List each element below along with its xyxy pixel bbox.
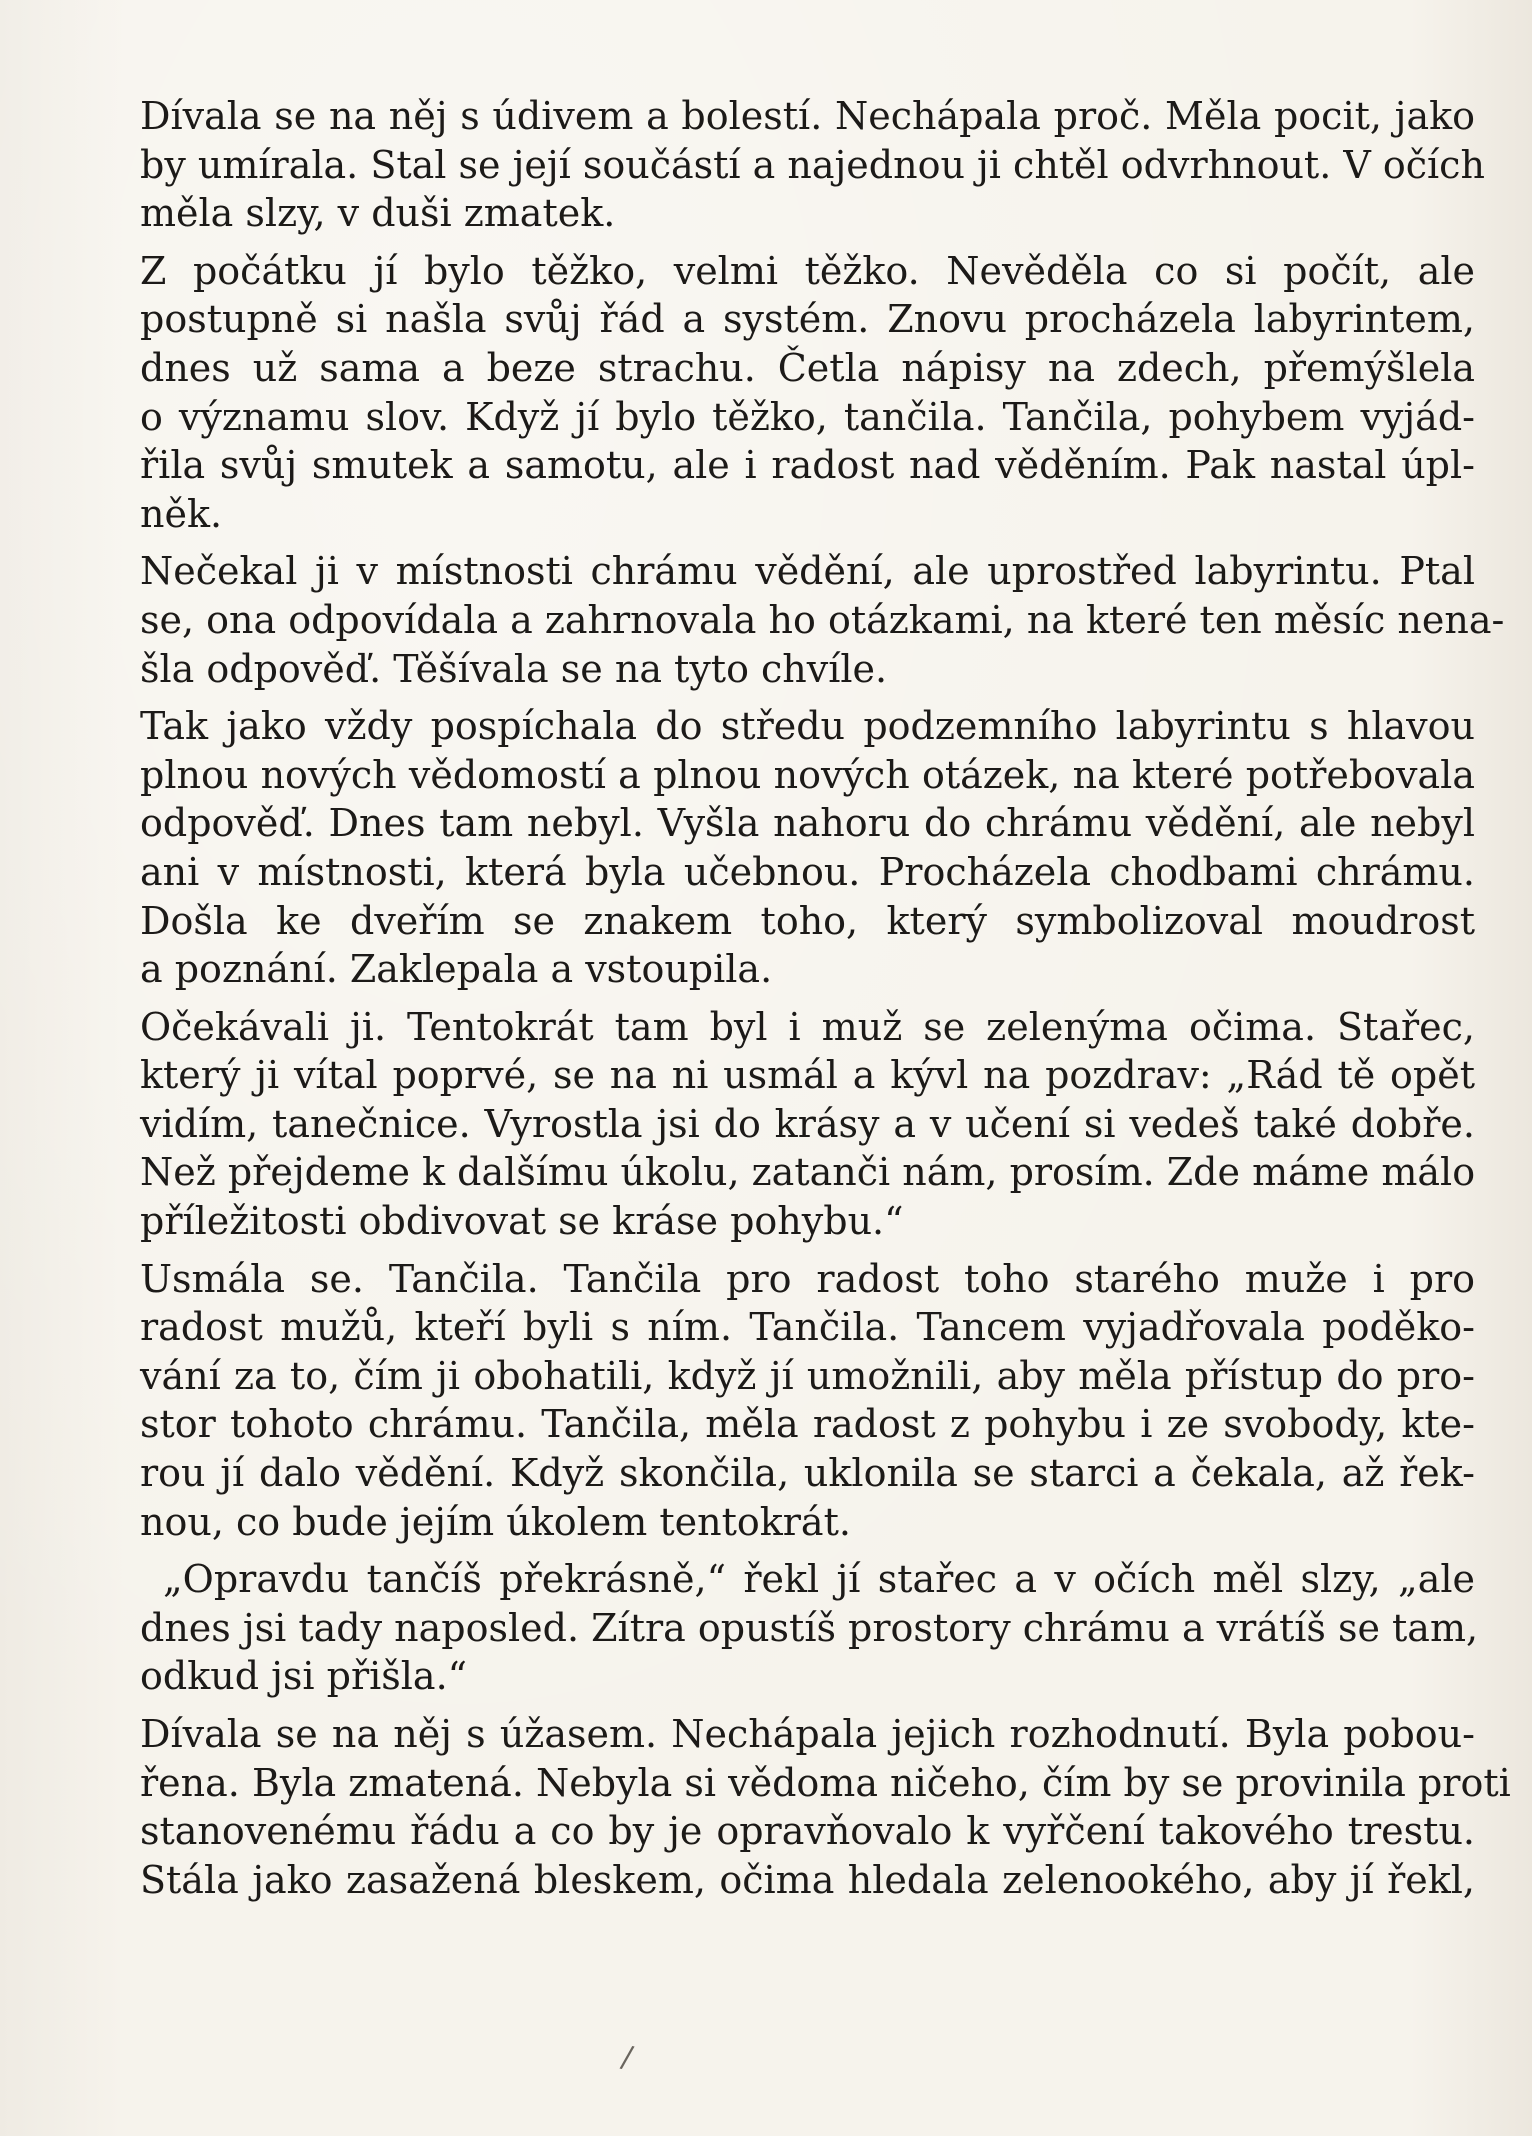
text-line: se, ona odpovídala a zahrnovala ho otázkami, na které ten měsíc nena- [140,597,1505,642]
paragraph-8 [140,1710,1511,1904]
text-line: ani v místnosti, která byla učebnou. Procházela chodbami chrámu. [140,849,1475,894]
text-line: Tak jako vždy pospíchala do středu podzemního labyrintu s hlavou [140,704,1475,749]
text-line: „Opravdu tančíš překrásně,“ řekl jí stařec a v očích měl slzy, „ale [163,1557,1475,1602]
paragraph-2 [140,247,1475,539]
text-line: dnes už sama a beze strachu. Četla nápisy na zdech, přemýšlela [140,345,1475,390]
text-line: který ji vítal poprvé, se na ni usmál a kývl na pozdrav: „Rád tě opět [140,1053,1475,1098]
text-line: příležitosti obdivovat se kráse pohybu.“ [140,1199,904,1244]
body-text [140,92,1511,1904]
text-line: postupně si našla svůj řád a systém. Znovu procházela labyrintem, [140,297,1475,342]
paragraph-6 [140,1255,1475,1547]
text-line: vidím, tanečnice. Vyrostla jsi do krásy a v učení si vedeš také dobře. [140,1101,1475,1146]
text-line: vání za to, čím ji obohatili, když jí umožnili, aby měla přístup do pro- [140,1353,1475,1398]
text-line: měla slzy, v duši zmatek. [140,191,616,236]
text-line: Než přejdeme k dalšímu úkolu, zatanči nám, prosím. Zde máme málo [140,1150,1476,1195]
text-line: Nečekal ji v místnosti chrámu vědění, ale uprostřed labyrintu. Ptal [140,549,1475,594]
text-line: stanovenému řádu a co by je opravňovalo k vyřčení takového trestu. [140,1809,1475,1854]
page-mark: / [618,2039,636,2076]
paragraph-3 [140,547,1505,693]
text-line: řila svůj smutek a samotu, ale i radost nad věděním. Pak nastal úpl- [140,443,1475,488]
paragraph-5 [140,1003,1475,1246]
text-line: nou, co bude jejím úkolem tentokrát. [140,1499,851,1544]
text-line: odkud jsi přišla.“ [140,1654,468,1699]
paragraph-1 [140,92,1485,238]
text-line: by umírala. Stal se její součástí a najednou ji chtěl odvrhnout. V očích [140,142,1485,187]
text-line: o významu slov. Když jí bylo těžko, tančila. Tančila, pohybem vyjád- [140,394,1475,439]
text-line: stor tohoto chrámu. Tančila, měla radost z pohybu i ze svobody, kte- [140,1402,1475,1447]
text-line: něk. [140,491,223,536]
text-line: Očekávali ji. Tentokrát tam byl i muž se zelenýma očima. Stařec, [140,1004,1475,1049]
paragraph-4 [140,702,1475,994]
text-line: Dívala se na něj s úžasem. Nechápala jejich rozhodnutí. Byla pobou- [140,1712,1475,1756]
text-line: a poznání. Zaklepala a vstoupila. [140,947,773,992]
text-line: odpověď. Dnes tam nebyl. Vyšla nahoru do chrámu vědění, ale nebyl [140,801,1475,846]
text-line: Došla ke dveřím se znakem toho, který symbolizoval moudrost [140,898,1475,943]
text-line: řena. Byla zmatená. Nebyla si vědoma ničeho, čím by se provinila proti [140,1760,1511,1805]
paragraph-7 [140,1555,1479,1701]
text-line: dnes jsi tady naposled. Zítra opustíš prostory chrámu a vrátíš se tam, [140,1605,1479,1650]
text-line: Stála jako zasažená bleskem, očima hledala zelenookého, aby jí řekl, [140,1857,1475,1902]
text-line: radost mužů, kteří byli s ním. Tančila. Tancem vyjadřovala poděko- [140,1305,1475,1350]
text-line: rou jí dalo vědění. Když skončila, uklonila se starci a čekala, až řek- [140,1451,1475,1496]
text-line: Usmála se. Tančila. Tančila pro radost toho starého muže i pro [140,1256,1475,1301]
text-line: šla odpověď. Těšívala se na tyto chvíle. [140,646,888,691]
text-line: Dívala se na něj s údivem a bolestí. Nechápala proč. Měla pocit, jako [140,94,1475,138]
text-line: Z počátku jí bylo těžko, velmi těžko. Nevěděla co si počít, ale [140,248,1475,293]
text-line: plnou nových vědomostí a plnou nových otázek, na které potřebovala [140,752,1475,797]
